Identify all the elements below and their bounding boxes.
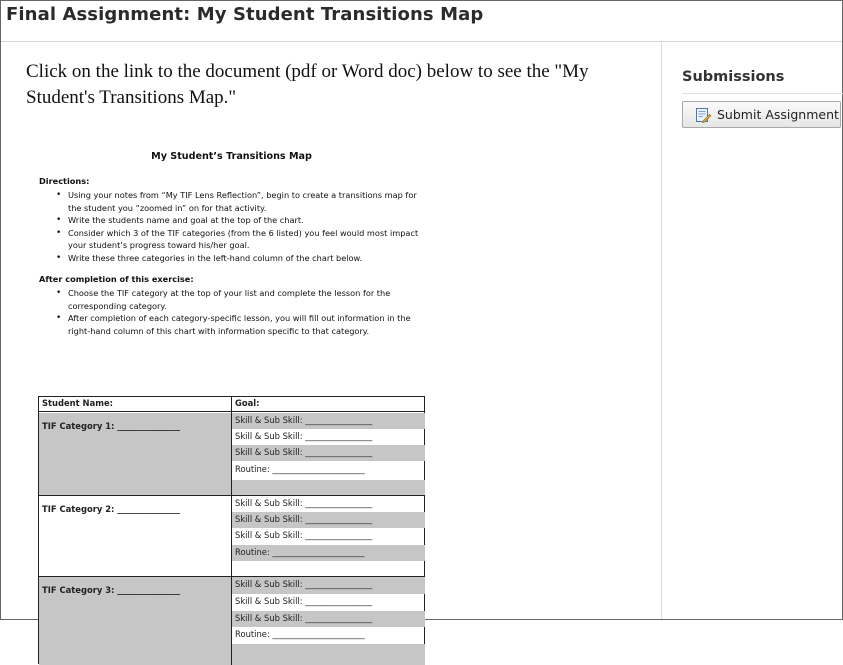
- page-header: [1, 1, 842, 42]
- table-row: [232, 611, 425, 627]
- submit-assignment-label: Submit Assignment: [717, 107, 839, 122]
- skill-line: Skill & Sub Skill: ________________: [235, 447, 373, 457]
- table-row: [232, 577, 425, 594]
- skill-line: Skill & Sub Skill: ________________: [235, 498, 373, 508]
- category-label: TIF Category 3: _______________: [42, 585, 181, 595]
- assignment-content: [1, 43, 661, 639]
- routine-line: Routine: ______________________: [235, 629, 365, 639]
- goal-label: Goal:: [235, 398, 260, 408]
- after-completion-list: [39, 287, 429, 337]
- skill-line: Skill & Sub Skill: ________________: [235, 596, 373, 606]
- list-item: • Using your notes from “My TIF Lens Reflection”, begin to create a transitions map for the student you “zoomed in” on for that activity.: [39, 189, 424, 214]
- table-row: [232, 545, 425, 561]
- skill-line: Skill & Sub Skill: ________________: [235, 613, 373, 623]
- table-row: [232, 429, 425, 445]
- after-completion-heading: After completion of this exercise:: [39, 274, 194, 284]
- list-item: • Write the students name and goal at the top of the chart.: [39, 214, 424, 227]
- skill-line: Skill & Sub Skill: ________________: [235, 514, 373, 524]
- list-item: • Consider which 3 of the TIF categories (from the 6 listed) you feel would most impact your student’s progress toward his/her goal.: [39, 227, 424, 252]
- submit-assignment-button[interactable]: [682, 101, 841, 128]
- table-row: [232, 644, 425, 665]
- skill-line: Skill & Sub Skill: ________________: [235, 530, 373, 540]
- transitions-map-table: [38, 396, 425, 664]
- category-label: TIF Category 1: _______________: [42, 421, 181, 431]
- category-cell: [39, 577, 231, 665]
- submissions-divider: [682, 93, 843, 94]
- table-row: [232, 413, 425, 429]
- category-cell: [39, 413, 231, 495]
- skill-line: Skill & Sub Skill: ________________: [235, 579, 373, 589]
- directions-heading: Directions:: [39, 176, 90, 186]
- directions-list: [39, 189, 429, 264]
- table-row: [232, 627, 425, 644]
- list-item: • Choose the TIF category at the top of your list and complete the lesson for the corresponding category.: [39, 287, 424, 312]
- document-title: My Student’s Transitions Map: [151, 151, 312, 162]
- table-row: [232, 528, 425, 545]
- category-label: TIF Category 2: _______________: [42, 504, 181, 514]
- table-row: [232, 496, 425, 512]
- page-title: Final Assignment: My Student Transitions Map: [6, 4, 484, 25]
- table-row: [232, 512, 425, 528]
- submissions-heading: Submissions: [682, 69, 785, 85]
- list-item: • Write these three categories in the left-hand column of the chart below.: [39, 252, 424, 265]
- list-item: • After completion of each category-specific lesson, you will fill out information in the right-hand column of this chart with information specific to that category.: [39, 312, 424, 337]
- student-name-label: Student Name:: [42, 398, 113, 408]
- document-preview[interactable]: [39, 151, 429, 337]
- skill-line: Skill & Sub Skill: ________________: [235, 431, 373, 441]
- routine-line: Routine: ______________________: [235, 464, 365, 474]
- table-row: [232, 461, 425, 480]
- column-divider: [231, 397, 232, 665]
- pencil-on-document-icon: [695, 107, 711, 123]
- category-cell: [39, 496, 231, 576]
- table-row: [232, 594, 425, 611]
- skill-line: Skill & Sub Skill: ________________: [235, 415, 373, 425]
- table-row: [232, 480, 425, 495]
- routine-line: Routine: ______________________: [235, 547, 365, 557]
- submissions-sidebar: [661, 43, 842, 619]
- assignment-instructions: Click on the link to the document (pdf or Word doc) below to see the "My Student's Transitions Map.": [26, 61, 589, 108]
- table-row: [232, 445, 425, 461]
